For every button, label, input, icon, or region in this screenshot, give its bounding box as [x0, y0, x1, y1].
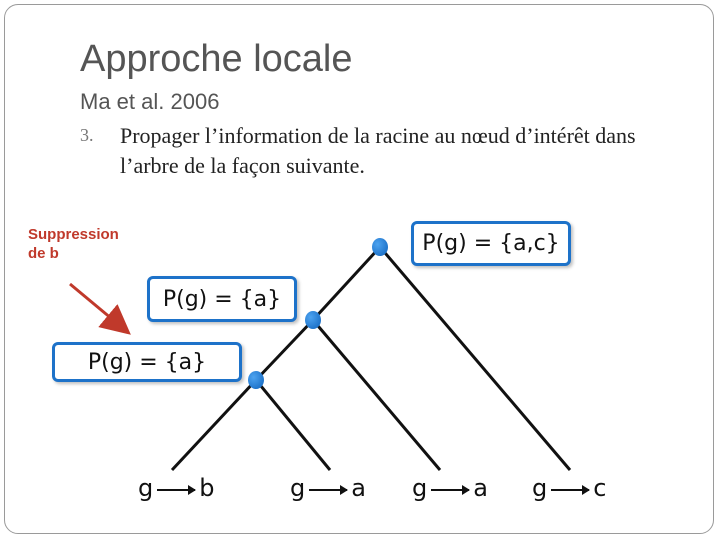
- leaf-g-b: [138, 474, 214, 502]
- leaf-g-a-2: [412, 474, 488, 502]
- label-box-mid: P(g) = {a}: [147, 276, 297, 322]
- leaf-target: b: [199, 474, 215, 502]
- slide-title: Approche locale: [80, 38, 353, 80]
- slide-subtitle: Ma et al. 2006: [80, 89, 220, 114]
- arrow-icon: [551, 489, 589, 491]
- label-box-low: P(g) = {a}: [52, 342, 242, 382]
- step-text: Propager l’information de la racine au nœud d’intérêt dans l’arbre de la façon suivante.: [120, 123, 636, 178]
- label-box-root: P(g) = {a,c}: [411, 221, 571, 266]
- edge-low-leaf1: [172, 380, 256, 470]
- arrow-icon: [309, 489, 347, 491]
- leaf-source: g: [532, 474, 548, 502]
- arrow-icon: [157, 489, 195, 491]
- tree-node-mid: [305, 311, 321, 329]
- leaf-g-a-1: [290, 474, 366, 502]
- leaf-source: g: [138, 474, 154, 502]
- leaf-g-c: [532, 474, 606, 502]
- edge-mid-leaf3: [313, 320, 440, 470]
- leaf-target: a: [351, 474, 366, 502]
- annotation-arrow: [70, 284, 124, 329]
- annotation-line-1: Suppression: [28, 226, 119, 243]
- leaf-target: a: [473, 474, 488, 502]
- tree-node-low: [248, 371, 264, 389]
- arrow-icon: [431, 489, 469, 491]
- leaf-source: g: [412, 474, 428, 502]
- edge-low-leaf2: [256, 380, 330, 470]
- step-number: 3.: [80, 125, 94, 145]
- edge-root-mid: [313, 247, 380, 320]
- annotation-line-2: de b: [28, 245, 59, 262]
- edge-mid-low: [256, 320, 313, 380]
- tree-node-root: [372, 238, 388, 256]
- leaf-source: g: [290, 474, 306, 502]
- leaf-target: c: [593, 474, 607, 502]
- edge-root-leaf4: [380, 247, 570, 470]
